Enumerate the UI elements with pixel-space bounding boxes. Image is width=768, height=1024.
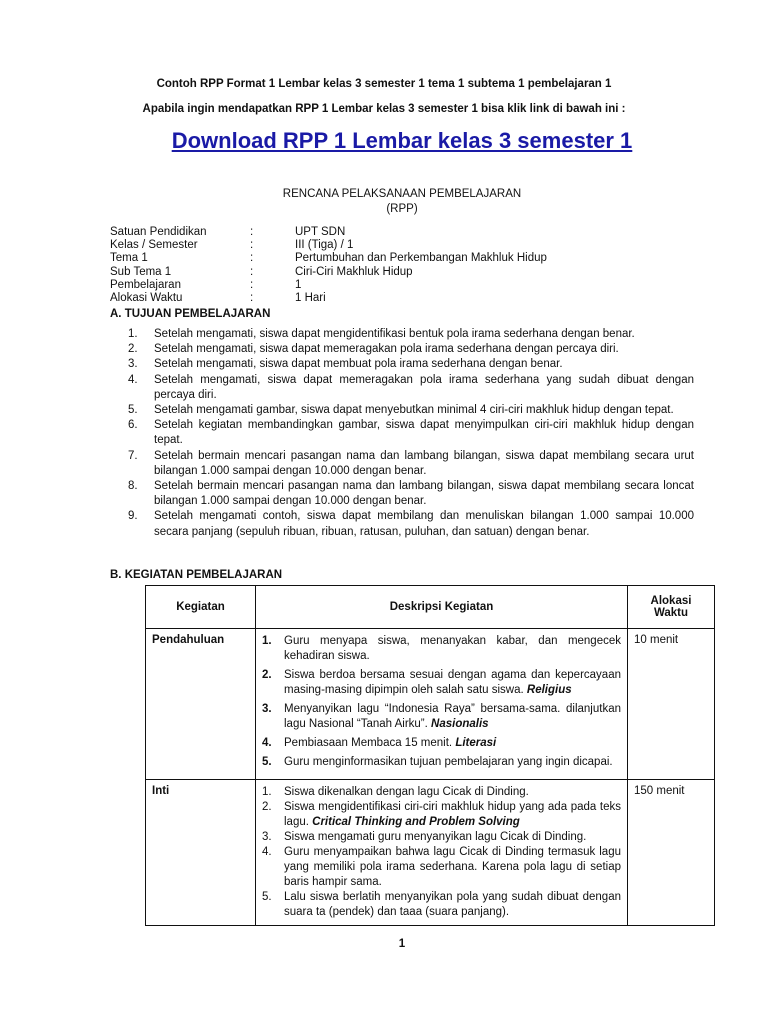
step-number: 4. <box>262 846 272 858</box>
step-text: Guru menyapa siswa, menanyakan kabar, dan mengecek kehadiran siswa. <box>284 635 621 662</box>
identity-colon: : <box>250 291 254 304</box>
step-text: Siswa dikenalkan dengan lagu Cicak di Dinding. <box>284 786 529 798</box>
table-header-row <box>146 586 715 629</box>
identity-label: Alokasi Waktu <box>110 291 183 304</box>
objective-number: 1. <box>128 328 138 340</box>
identity-colon: : <box>250 265 254 278</box>
identity-value: UPT SDN <box>295 226 346 238</box>
step-text: Pembiasaan Membaca 15 menit. <box>284 737 456 749</box>
learning-objectives-list <box>128 327 694 540</box>
objective-number: 3. <box>128 358 138 371</box>
activities-table <box>145 585 715 926</box>
step-text: Lalu siswa berlatih menyanyikan pola yang sudah dibuat dengan suara ta (pendek) dan taaa (suara panjang). <box>284 891 621 918</box>
objective-item <box>128 509 694 539</box>
objective-text: Setelah mengamati contoh, siswa dapat membilang dan menuliskan bilangan 1.000 sampai 10.000 secara panjang (sepuluh ribuan, ribuan, ratusan, puluhan, dan satuan) dengan benar. <box>154 510 694 538</box>
identity-colon: : <box>250 226 254 238</box>
identity-value: 1 Hari <box>295 291 326 304</box>
objective-item <box>128 342 694 357</box>
step-number: 2. <box>262 669 272 681</box>
objective-text: Setelah mengamati, siswa dapat memeragakan pola irama sederhana yang sudah dibuat dengan percaya diri. <box>154 373 694 401</box>
identity-value: Ciri-Ciri Makhluk Hidup <box>295 265 413 278</box>
character-tag: Nasionalis <box>431 718 489 730</box>
identity-block <box>110 226 670 305</box>
identity-row <box>110 266 670 279</box>
character-tag: Religius <box>526 684 572 696</box>
table-row-inti <box>146 780 715 926</box>
identity-label: Kelas / Semester <box>110 239 198 252</box>
objective-number: 2. <box>128 343 138 356</box>
step-text: Siswa mengamati guru menyanyikan lagu Cicak di Dinding. <box>284 831 587 843</box>
activity-step <box>262 634 621 664</box>
identity-row <box>110 226 670 239</box>
pendahuluan-steps <box>262 634 621 770</box>
objective-number: 5. <box>128 404 138 417</box>
step-text: Siswa mengidentifikasi ciri-ciri makhluk hidup yang ada pada teks lagu. <box>284 801 621 828</box>
objective-number: 7. <box>128 449 138 462</box>
objective-text: Setelah kegiatan membandingkan gambar, siswa dapat menyimpulkan ciri-ciri makhluk hidup dengan tepat. <box>154 419 694 447</box>
header-deskripsi: Deskripsi Kegiatan <box>256 586 628 629</box>
step-text: Guru menyampaikan bahwa lagu Cicak di Dinding termasuk lagu yang memiliki pola irama sederhana. Karena pola lagu di setiap baris hampir sama. <box>284 846 621 888</box>
intro-line-2: Apabila ingin mendapatkan RPP 1 Lembar kelas 3 semester 1 bisa klik link di bawah ini : <box>142 103 626 115</box>
identity-colon: : <box>250 239 254 252</box>
objective-text: Setelah mengamati, siswa dapat memeragakan pola irama sederhana dengan percaya diri. <box>154 343 619 356</box>
document-subtitle: (RPP) <box>386 203 418 215</box>
identity-label: Satuan Pendidikan <box>110 226 207 238</box>
objective-text: Setelah mengamati, siswa dapat membuat pola irama sederhana dengan benar. <box>154 358 563 371</box>
step-number: 3. <box>262 703 272 715</box>
activity-step <box>262 845 621 890</box>
identity-row <box>110 239 670 252</box>
identity-label: Tema 1 <box>110 252 148 265</box>
inti-steps <box>262 785 621 920</box>
identity-value: III (Tiga) / 1 <box>295 239 354 252</box>
identity-row <box>110 252 670 265</box>
intro-line-1: Contoh RPP Format 1 Lembar kelas 3 semester 1 tema 1 subtema 1 pembelajaran 1 <box>156 78 612 90</box>
activity-step <box>262 785 621 800</box>
page-number: 1 <box>398 938 406 950</box>
activity-step <box>262 668 621 698</box>
identity-row <box>110 279 670 292</box>
objective-item <box>128 403 694 418</box>
step-number: 3. <box>262 831 272 843</box>
step-number: 5. <box>262 756 272 768</box>
identity-colon: : <box>250 252 254 265</box>
objective-item <box>128 479 694 509</box>
step-number: 1. <box>262 635 272 647</box>
character-tag: Literasi <box>455 737 497 749</box>
identity-label: Sub Tema 1 <box>110 265 172 278</box>
activity-name: Pendahuluan <box>146 629 256 780</box>
objective-text: Setelah mengamati gambar, siswa dapat menyebutkan minimal 4 ciri-ciri makhluk hidup dengan tepat. <box>154 404 674 417</box>
download-link[interactable]: Download RPP 1 Lembar kelas 3 semester 1 <box>171 128 633 153</box>
objective-text: Setelah bermain mencari pasangan nama dan lambang bilangan, siswa dapat membilang secara loncat bilangan 1.000 sampai dengan 10.000 dengan benar. <box>154 480 694 508</box>
objective-number: 4. <box>128 373 138 386</box>
step-text: Guru menginformasikan tujuan pembelajaran yang ingin dicapai. <box>284 756 613 768</box>
identity-colon: : <box>250 278 254 291</box>
activity-time: 150 menit <box>628 780 715 926</box>
character-tag: Critical Thinking and Problem Solving <box>312 816 520 828</box>
activity-step <box>262 830 621 845</box>
header-kegiatan: Kegiatan <box>146 586 256 629</box>
activity-description <box>256 629 628 780</box>
objective-number: 8. <box>128 480 138 493</box>
table-row-pendahuluan <box>146 629 715 780</box>
step-text: Siswa berdoa bersama sesuai dengan agama dan kepercayaan masing-masing dipimpin oleh salah satu siswa. <box>284 669 621 696</box>
section-b-heading: B. KEGIATAN PEMBELAJARAN <box>110 569 283 581</box>
activity-step <box>262 702 621 732</box>
step-number: 2. <box>262 801 272 813</box>
activity-name: Inti <box>146 780 256 926</box>
objective-item <box>128 373 694 403</box>
activity-step <box>262 890 621 920</box>
identity-row <box>110 292 670 305</box>
objective-number: 9. <box>128 510 138 523</box>
activity-time: 10 menit <box>628 629 715 780</box>
step-number: 1. <box>262 786 272 798</box>
objective-item <box>128 327 694 342</box>
activity-description <box>256 780 628 926</box>
identity-value: 1 <box>295 278 302 291</box>
activity-step <box>262 755 621 770</box>
objective-text: Setelah bermain mencari pasangan nama dan lambang bilangan, siswa dapat membilang secara urut bilangan 1.000 sampai dengan 10.000 dengan benar. <box>154 449 694 477</box>
activity-step <box>262 800 621 830</box>
objective-item <box>128 357 694 372</box>
identity-label: Pembelajaran <box>110 278 181 291</box>
header-alokasi: Alokasi Waktu <box>628 586 715 629</box>
step-number: 4. <box>262 737 272 749</box>
identity-value: Pertumbuhan dan Perkembangan Makhluk Hidup <box>295 252 547 265</box>
section-a-heading: A. TUJUAN PEMBELAJARAN <box>110 308 271 320</box>
step-text: Menyanyikan lagu “Indonesia Raya” bersama-sama. dilanjutkan lagu Nasional “Tanah Airku”. <box>284 703 621 730</box>
objective-item <box>128 449 694 479</box>
step-number: 5. <box>262 891 272 903</box>
document-title: RENCANA PELAKSANAAN PEMBELAJARAN <box>282 188 522 200</box>
activity-step <box>262 736 621 751</box>
objective-item <box>128 418 694 448</box>
objective-text: Setelah mengamati, siswa dapat mengidentifikasi bentuk pola irama sederhana dengan benar. <box>154 328 635 340</box>
objective-number: 6. <box>128 419 138 432</box>
